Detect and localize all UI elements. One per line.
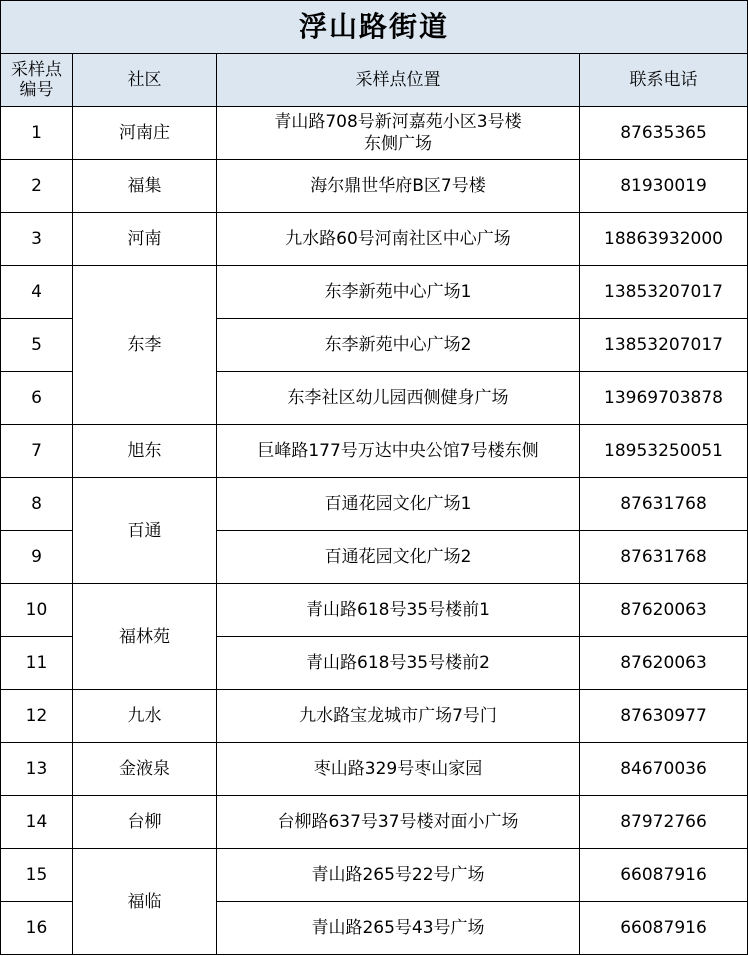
site-number: 2 — [1, 160, 73, 213]
location-cell: 巨峰路177号万达中央公馆7号楼东侧 — [217, 425, 580, 478]
location-cell: 东李新苑中心广场1 — [217, 266, 580, 319]
site-number: 10 — [1, 584, 73, 637]
location-cell: 青山路618号35号楼前2 — [217, 637, 580, 690]
site-number: 13 — [1, 743, 73, 796]
location-cell: 台柳路637号37号楼对面小广场 — [217, 796, 580, 849]
phone-cell: 87631768 — [580, 478, 748, 531]
table-row — [1, 478, 748, 531]
table-row — [1, 690, 748, 743]
community-cell: 福临 — [73, 849, 217, 955]
phone-cell: 87620063 — [580, 637, 748, 690]
site-number: 6 — [1, 372, 73, 425]
site-number: 15 — [1, 849, 73, 902]
community-cell: 旭东 — [73, 425, 217, 478]
site-number: 12 — [1, 690, 73, 743]
phone-cell: 87635365 — [580, 107, 748, 160]
site-number: 5 — [1, 319, 73, 372]
header-site-number: 采样点 编号 — [1, 54, 73, 107]
community-cell: 百通 — [73, 478, 217, 584]
site-number: 3 — [1, 213, 73, 266]
location-cell: 青山路265号43号广场 — [217, 902, 580, 955]
community-cell: 河南 — [73, 213, 217, 266]
table-row — [1, 584, 748, 637]
community-cell: 台柳 — [73, 796, 217, 849]
location-cell: 百通花园文化广场1 — [217, 478, 580, 531]
phone-cell: 13853207017 — [580, 266, 748, 319]
table-row — [1, 160, 748, 213]
community-cell: 福集 — [73, 160, 217, 213]
table-row — [1, 425, 748, 478]
table-row — [1, 743, 748, 796]
table-row — [1, 213, 748, 266]
site-number: 7 — [1, 425, 73, 478]
community-cell: 福林苑 — [73, 584, 217, 690]
phone-cell: 84670036 — [580, 743, 748, 796]
phone-cell: 66087916 — [580, 849, 748, 902]
community-cell: 河南庄 — [73, 107, 217, 160]
site-number: 1 — [1, 107, 73, 160]
site-number: 16 — [1, 902, 73, 955]
location-cell: 东李新苑中心广场2 — [217, 319, 580, 372]
header-location: 采样点位置 — [217, 54, 580, 107]
location-cell: 百通花园文化广场2 — [217, 531, 580, 584]
table-row — [1, 107, 748, 160]
location-cell: 青山路265号22号广场 — [217, 849, 580, 902]
phone-cell: 87630977 — [580, 690, 748, 743]
location-cell: 九水路宝龙城市广场7号门 — [217, 690, 580, 743]
header-community: 社区 — [73, 54, 217, 107]
table-title: 浮山路街道 — [1, 1, 748, 54]
community-cell: 九水 — [73, 690, 217, 743]
community-cell: 金液泉 — [73, 743, 217, 796]
site-number: 11 — [1, 637, 73, 690]
phone-cell: 81930019 — [580, 160, 748, 213]
location-cell: 海尔鼎世华府B区7号楼 — [217, 160, 580, 213]
site-number: 4 — [1, 266, 73, 319]
header-phone: 联系电话 — [580, 54, 748, 107]
location-cell: 东李社区幼儿园西侧健身广场 — [217, 372, 580, 425]
phone-cell: 87620063 — [580, 584, 748, 637]
location-cell: 青山路618号35号楼前1 — [217, 584, 580, 637]
header-row — [1, 54, 748, 107]
site-number: 8 — [1, 478, 73, 531]
phone-cell: 13969703878 — [580, 372, 748, 425]
phone-cell: 66087916 — [580, 902, 748, 955]
table-row — [1, 849, 748, 902]
site-number: 14 — [1, 796, 73, 849]
table-row — [1, 266, 748, 319]
location-cell: 九水路60号河南社区中心广场 — [217, 213, 580, 266]
phone-cell: 18863932000 — [580, 213, 748, 266]
location-cell: 青山路708号新河嘉苑小区3号楼 东侧广场 — [217, 107, 580, 160]
table-row — [1, 796, 748, 849]
community-cell: 东李 — [73, 266, 217, 425]
phone-cell: 13853207017 — [580, 319, 748, 372]
phone-cell: 18953250051 — [580, 425, 748, 478]
phone-cell: 87972766 — [580, 796, 748, 849]
phone-cell: 87631768 — [580, 531, 748, 584]
location-cell: 枣山路329号枣山家园 — [217, 743, 580, 796]
site-number: 9 — [1, 531, 73, 584]
